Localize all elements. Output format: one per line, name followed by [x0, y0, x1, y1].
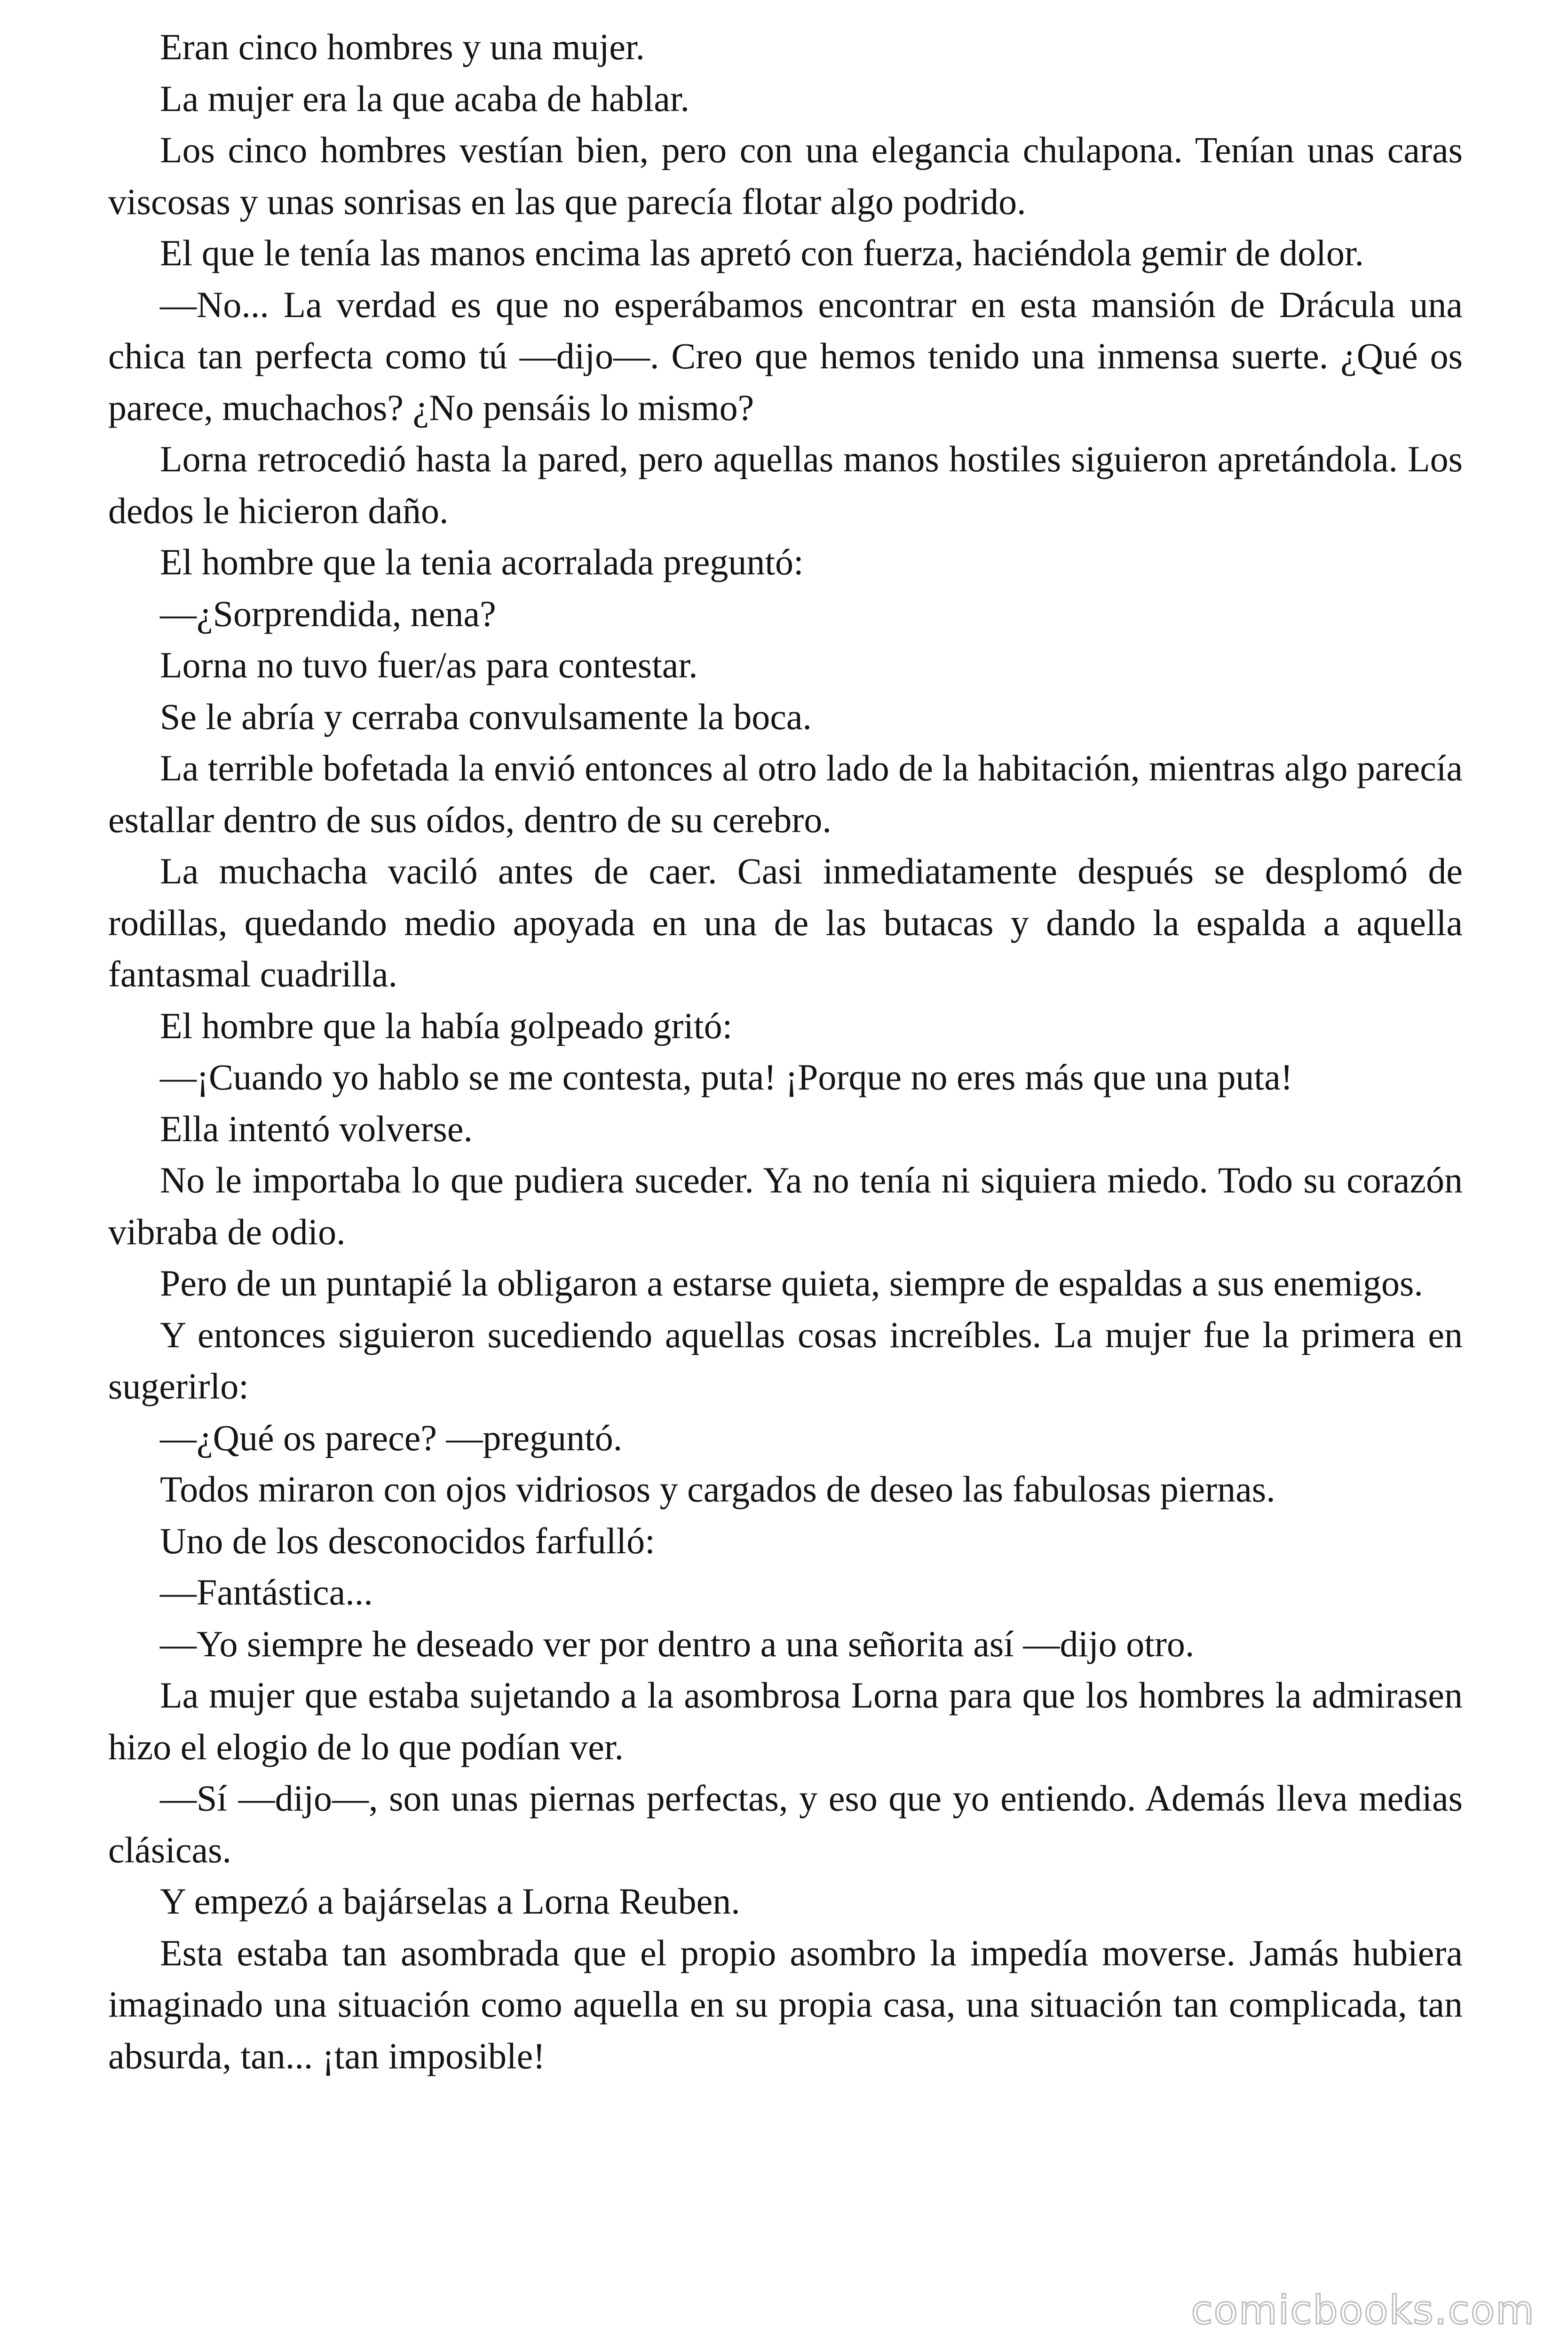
paragraph: Pero de un puntapié la obligaron a estarse quieta, siempre de espaldas a sus enemigos. — [160, 1263, 1423, 1303]
paragraph: —¡Cuando yo hablo se me contesta, puta! ¡Porque no eres más que una puta! — [160, 1057, 1293, 1097]
paragraph: La terrible bofetada la envió entonces al otro lado de la habitación, mientras algo parecía estallar dentro de sus oídos, dentro de su cerebro. — [108, 747, 1463, 840]
paragraph: —¿Sorprendida, nena? — [160, 593, 496, 634]
paragraph: Lorna retrocedió hasta la pared, pero aquellas manos hostiles siguieron apretándola. Los dedos le hicieron daño. — [108, 438, 1463, 531]
paragraph: Lorna no tuvo fuer/as para contestar. — [160, 644, 698, 685]
paragraph: Eran cinco hombres y una mujer. — [160, 26, 645, 67]
paragraph: No le importaba lo que pudiera suceder. Ya no tenía ni siquiera miedo. Todo su corazón vibraba de odio. — [108, 1160, 1463, 1252]
paragraph: Se le abría y cerraba convulsamente la boca. — [160, 696, 812, 737]
paragraph: —No... La verdad es que no esperábamos encontrar en esta mansión de Drácula una chica tan perfecta como tú —dijo—. Creo que hemos tenido una inmensa suerte. ¿Qué os parece, muchachos? ¿No pensáis lo mismo? — [108, 284, 1463, 428]
paragraph: —Yo siempre he deseado ver por dentro a una señorita así —dijo otro. — [160, 1623, 1195, 1664]
paragraph: La mujer que estaba sujetando a la asombrosa Lorna para que los hombres la admirasen hizo el elogio de lo que podían ver. — [108, 1675, 1463, 1767]
paragraph: Los cinco hombres vestían bien, pero con una elegancia chulapona. Tenían unas caras viscosas y unas sonrisas en las que parecía flotar algo podrido. — [108, 129, 1463, 222]
paragraph: La mujer era la que acaba de hablar. — [160, 78, 690, 119]
paragraph: El hombre que la había golpeado gritó: — [160, 1005, 733, 1046]
paragraph: El hombre que la tenia acorralada preguntó: — [160, 541, 804, 582]
paragraph: —Sí —dijo—, son unas piernas perfectas, y eso que yo entiendo. Además lleva medias clásicas. — [108, 1778, 1463, 1870]
paragraph: Ella intentó volverse. — [160, 1108, 473, 1149]
paragraph: Esta estaba tan asombrada que el propio asombro la impedía moverse. Jamás hubiera imaginado una situación como aquella en su propia casa, una situación tan complicada, tan absurda, tan... ¡tan imposible! — [108, 1932, 1463, 2076]
body-text — [108, 21, 1463, 2082]
paragraph: Uno de los desconocidos farfulló: — [160, 1520, 655, 1561]
paragraph: Y empezó a bajárselas a Lorna Reuben. — [160, 1881, 740, 1922]
paragraph: El que le tenía las manos encima las apretó con fuerza, haciéndola gemir de dolor. — [160, 232, 1364, 273]
paragraph: Y entonces siguieron sucediendo aquellas cosas increíbles. La mujer fue la primera en sugerirlo: — [108, 1314, 1463, 1406]
watermark-logo: comicbooks.com — [1191, 2287, 1535, 2333]
paragraph: La muchacha vaciló antes de caer. Casi inmediatamente después se desplomó de rodillas, quedando medio apoyada en una de las butacas y dando la espalda a aquella fantasmal cuadrilla. — [108, 850, 1463, 994]
paragraph: —¿Qué os parece? —preguntó. — [160, 1417, 623, 1458]
paragraph: —Fantástica... — [160, 1572, 373, 1613]
paragraph: Todos miraron con ojos vidriosos y cargados de deseo las fabulosas piernas. — [160, 1469, 1275, 1510]
